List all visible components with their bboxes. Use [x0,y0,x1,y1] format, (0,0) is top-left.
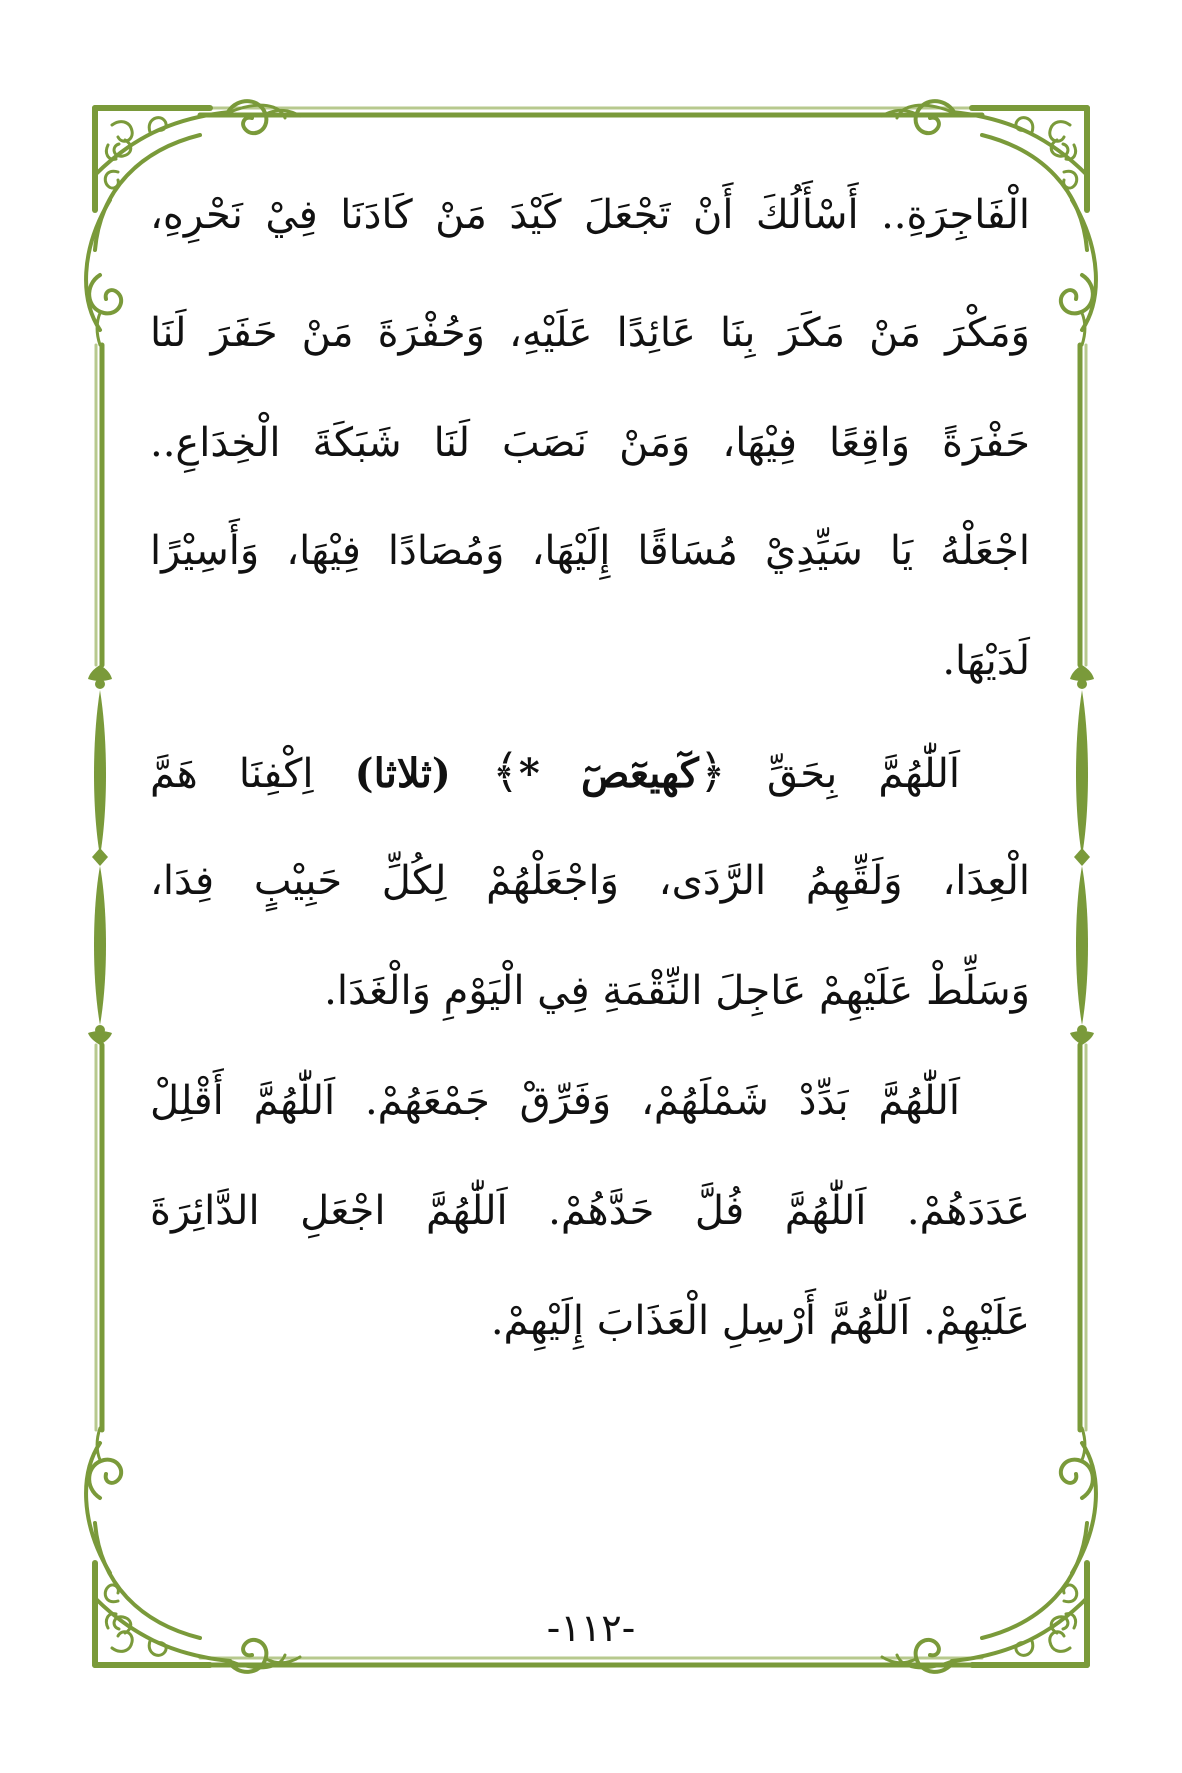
text-line: عَدَدَهُمْ. اَللّٰهُمَّ فُلَّ حَدَّهُمْ. اَللّٰهُمَّ اجْعَلِ الدَّائِرَةَ [150,1188,1030,1234]
text-line: اجْعَلْهُ يَا سَيِّدِيْ مُسَاقًا إِلَيْهَا، وَمُصَادًا فِيْهَا، وَأَسِيْرًا [150,528,1030,574]
text-line: وَسَلِّطْ عَلَيْهِمْ عَاجِلَ النِّقْمَةِ فِي الْيَوْمِ وَالْغَدَا. [324,968,1030,1014]
text-line: حَفْرَةً وَاقِعًا فِيْهَا، وَمَنْ نَصَبَ لَنَا شَبَكَةَ الْخِدَاعِ.. [150,420,1030,466]
left-side-ornament [88,665,112,1045]
text-line: الْعِدَا، وَلَقِّهِمُ الرَّدَى، وَاجْعَلْهُمْ لِكُلِّ حَبِيْبٍ فِدَا، [150,858,1030,904]
text-line: وَمَكْرَ مَنْ مَكَرَ بِنَا عَائِدًا عَلَيْهِ، وَحُفْرَةَ مَنْ حَفَرَ لَنَا [150,310,1030,356]
text-line: لَدَيْهَا. [942,638,1030,684]
text-line: عَلَيْهِمْ. اَللّٰهُمَّ أَرْسِلِ الْعَذَابَ إِلَيْهِمْ. [490,1298,1030,1344]
text-line: اَللّٰهُمَّ بَدِّدْ شَمْلَهُمْ، وَفَرِّقْ جَمْعَهُمْ. اَللّٰهُمَّ أَقْلِلْ [150,1078,960,1124]
quran-bracket-close-icon: ﴾ [491,744,519,798]
star-icon: * [518,750,540,797]
invocation-end: اِكْفِنَا هَمَّ [150,751,314,797]
right-side-ornament [1070,665,1094,1045]
quran-bracket-open-icon: ﴿ [698,744,726,798]
invocation-start: اَللّٰهُمَّ بِحَقِّ [766,751,960,797]
quran-letters: كٓهيعٓصٓ [580,750,699,797]
page-number: -١١٢- [546,1606,636,1650]
text-line-quran-invocation [150,716,1030,826]
repeat-note: (ثلاثا) [354,750,451,797]
text-line: الْفَاجِرَةِ.. أَسْأَلُكَ أَنْ تَجْعَلَ كَيْدَ مَنْ كَادَنَا فِيْ نَحْرِهِ، [150,192,1030,238]
